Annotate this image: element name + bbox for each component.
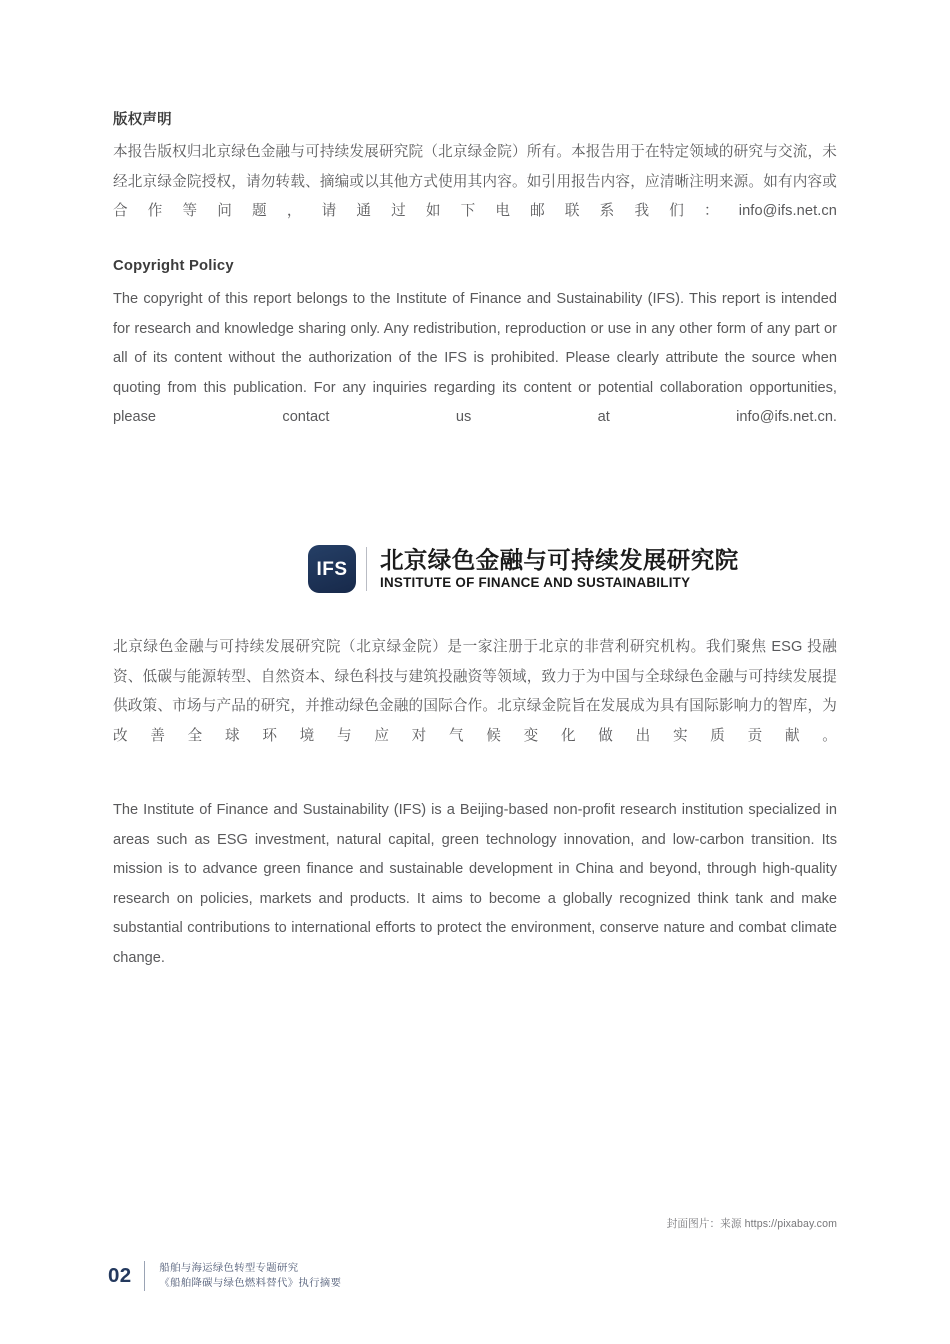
- footer-text-block: [145, 1261, 341, 1292]
- about-ifs-body-en: The Institute of Finance and Sustainability (IFS) is a Beijing-based non-profit research institution specialized in areas such as ESG investment, natural capital, green technology innovation, and low-carbon transition. Its mission is to advance green finance and sustainable development in China and beyond, through high-quality research on policies, markets and products. It aims to become a globally recognized think tank and make substantial contributions to international efforts to protect the environment, conserve nature and combat climate change.: [113, 802, 837, 966]
- logo-title-en: INSTITUTE OF FINANCE AND SUSTAINABILITY: [380, 575, 691, 591]
- ifs-logo-icon: [308, 545, 356, 593]
- about-ifs-body-cn: 北京绿色金融与可持续发展研究院（北京绿金院）是一家注册于北京的非营利研究机构。我们聚焦 ESG 投融资、低碳与能源转型、自然资本、绿色科技与建筑投融资等领域，致力于为中国与全球绿色金融与可持续发展提供政策、市场与产品的研究，并推动绿色金融的国际合作。北京绿金院旨在发展成为具有国际影响力的智库，为改善全球环境与应对气候变化做出实质贡献。: [113, 639, 837, 744]
- logo-divider: [366, 547, 367, 591]
- ifs-logo-lockup: [308, 541, 739, 597]
- logo-title-cn: 北京绿色金融与可持续发展研究院: [380, 546, 739, 573]
- page-number: 02: [108, 1263, 132, 1287]
- ifs-logo-monogram: IFS: [316, 558, 348, 580]
- cover-image-credit: 封面图片：来源 https://pixabay.com: [666, 1218, 837, 1230]
- footer-series-title: 船舶与海运绿色转型专题研究: [159, 1262, 299, 1274]
- copyright-policy-heading-cn: 版权声明: [113, 112, 172, 128]
- copyright-policy-body-en: The copyright of this report belongs to the Institute of Finance and Sustainability (IFS). This report is intended for research and knowledge sharing only. Any redistribution, reproduction or use in any other form of any part or all of its content without the authorization of the IFS is prohibited. Please clearly attribute the source when quoting from this publication. For any inquiries regarding its content or potential collaboration opportunities, please contact us at info@ifs.net.cn.: [113, 291, 837, 425]
- copyright-policy-heading-en: Copyright Policy: [113, 258, 234, 274]
- copyright-policy-body-cn: 本报告版权归北京绿色金融与可持续发展研究院（北京绿金院）所有。本报告用于在特定领域的研究与交流，未经北京绿金院授权，请勿转载、摘编或以其他方式使用其内容。如引用报告内容，应清晰注明来源。如有内容或合作等问题，请通过如下电邮联系我们：info@ifs.net.cn: [113, 144, 837, 219]
- logo-text-block: [380, 547, 739, 591]
- footer-report-title: 《船舶降碳与绿色燃料替代》执行摘要: [159, 1278, 342, 1289]
- page-footer: [108, 1258, 341, 1294]
